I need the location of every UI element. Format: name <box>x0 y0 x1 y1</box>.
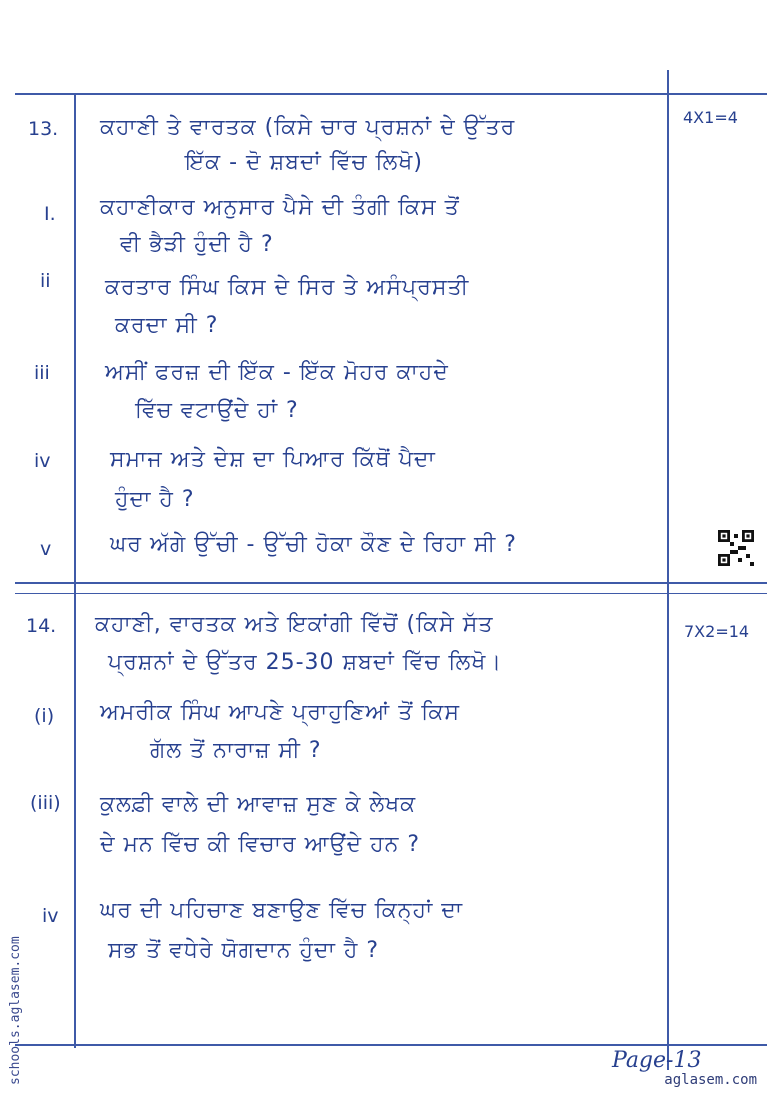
instruction-14-line2: ਪ੍ਰਸ਼ਨਾਂ ਦੇ ਉੱਤਰ 25-30 ਸ਼ਬਦਾਂ ਵਿੱਚ ਲਿਖੋ। <box>108 650 503 675</box>
question-line: ਵਿੱਚ ਵਟਾਉਂਦੇ ਹਾਂ ? <box>135 398 299 423</box>
question-line: ਵੀ ਭੈੜੀ ਹੁੰਦੀ ਹੈ ? <box>120 232 274 257</box>
question-label: v <box>40 538 52 560</box>
question-number-13: 13. <box>28 118 59 140</box>
question-label: (i) <box>34 705 55 727</box>
question-line: ਸਮਾਜ ਅਤੇ ਦੇਸ਼ ਦਾ ਪਿਆਰ ਕਿੱਥੋਂ ਪੈਦਾ <box>110 447 436 472</box>
section-divider <box>15 582 767 584</box>
page-number: Page-13 <box>612 1048 702 1073</box>
marks-13: 4X1=4 <box>683 108 738 127</box>
question-label: iii <box>34 362 50 384</box>
question-line: ਦੇ ਮਨ ਵਿੱਚ ਕੀ ਵਿਚਾਰ ਆਉਂਦੇ ਹਨ ? <box>100 832 421 857</box>
top-border <box>15 93 767 95</box>
question-line: ਹੁੰਦਾ ਹੈ ? <box>115 487 195 512</box>
question-line: ਅਸੀਂ ਫਰਜ਼ ਦੀ ਇੱਕ - ਇੱਕ ਮੋਹਰ ਕਾਹਦੇ <box>105 360 449 385</box>
question-label: I. <box>44 203 56 225</box>
question-line: ਕਹਾਣੀਕਾਰ ਅਨੁਸਾਰ ਪੈਸੇ ਦੀ ਤੰਗੀ ਕਿਸ ਤੋਂ <box>100 195 460 220</box>
left-margin-line <box>74 93 76 1048</box>
question-label: iv <box>42 905 59 927</box>
marks-14: 7X2=14 <box>684 622 750 641</box>
question-line: ਕਰਦਾ ਸੀ ? <box>115 313 219 338</box>
side-watermark: schools.aglasem.com <box>8 936 23 1085</box>
question-label: ii <box>40 270 51 292</box>
question-line: ਕਰਤਾਰ ਸਿੰਘ ਕਿਸ ਦੇ ਸਿਰ ਤੇ ਅਸੰਪ੍ਰਸਤੀ <box>105 275 470 300</box>
question-line: ਗੱਲ ਤੋਂ ਨਾਰਾਜ਼ ਸੀ ? <box>150 738 322 763</box>
section-divider-2 <box>15 593 767 594</box>
instruction-14-line1: ਕਹਾਣੀ, ਵਾਰਤਕ ਅਤੇ ਇਕਾਂਗੀ ਵਿੱਚੋਂ (ਕਿਸੇ ਸੱਤ <box>95 612 494 637</box>
instruction-13-line1: ਕਹਾਣੀ ਤੇ ਵਾਰਤਕ (ਕਿਸੇ ਚਾਰ ਪ੍ਰਸ਼ਨਾਂ ਦੇ ਉੱਤਰ <box>100 115 516 140</box>
bottom-border <box>15 1044 767 1046</box>
question-line: ਘਰ ਅੱਗੇ ਉੱਚੀ - ਉੱਚੀ ਹੋਕਾ ਕੌਣ ਦੇ ਰਿਹਾ ਸੀ ? <box>110 532 517 557</box>
question-label: iv <box>34 450 51 472</box>
question-line: ਸਭ ਤੋਂ ਵਧੇਰੇ ਯੋਗਦਾਨ ਹੁੰਦਾ ਹੈ ? <box>108 938 380 963</box>
question-line: ਅਮਰੀਕ ਸਿੰਘ ਆਪਣੇ ਪ੍ਰਾਹੁਣਿਆਂ ਤੋਂ ਕਿਸ <box>100 700 461 725</box>
instruction-13-line2: ਇੱਕ - ਦੋ ਸ਼ਬਦਾਂ ਵਿੱਚ ਲਿਖੋ) <box>185 150 423 175</box>
question-line: ਕੁਲਫ਼ੀ ਵਾਲੇ ਦੀ ਆਵਾਜ਼ ਸੁਣ ਕੇ ਲੇਖਕ <box>100 792 417 817</box>
question-label: (iii) <box>30 792 61 814</box>
qr-code-icon <box>718 530 754 566</box>
right-margin-line <box>667 70 669 1070</box>
question-number-14: 14. <box>26 615 57 637</box>
question-line: ਘਰ ਦੀ ਪਹਿਚਾਣ ਬਣਾਉਣ ਵਿੱਚ ਕਿਨ੍ਹਾਂ ਦਾ <box>100 898 464 923</box>
site-footer: aglasem.com <box>664 1072 757 1088</box>
